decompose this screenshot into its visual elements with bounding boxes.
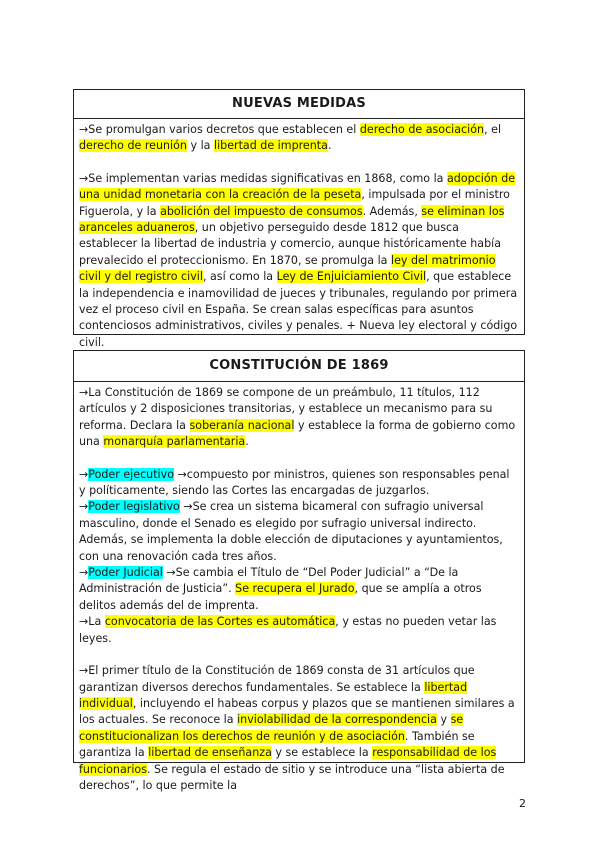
- para-legislative: [79, 499, 518, 565]
- text-run: →Se implementan varias medidas significativas en 1868, como la: [79, 171, 447, 185]
- text-run: , un objetivo perseguido desde 1812 que busca establecer la libertad de industria y comercio, aunque históricamente había prevalecido el proteccionismo. En 1870, se promulga la: [79, 221, 502, 267]
- para-judicial: [79, 565, 518, 614]
- paragraph-gap: [79, 451, 518, 467]
- highlighted-term: libertad individual: [79, 680, 468, 710]
- text-run: , que se amplía a otros delitos además del de imprenta.: [79, 582, 482, 612]
- para-measures-1868: [79, 171, 518, 351]
- text-run: →La Constitución de 1869 se compone de un preámbulo, 11 títulos, 112 artículos y 2 disposiciones transitorias, y establece un mecanismo para su reforma. Declara la: [79, 386, 493, 432]
- para-cortes: [79, 614, 518, 647]
- highlighted-term: abolición del impuesto de consumos: [160, 204, 363, 218]
- text-run: →El primer título de la Constitución de 1869 consta de 31 artículos que garantizan diversos derechos fundamentales. Se establece la: [79, 664, 475, 694]
- text-run: →Se cambia el Título de “Del Poder Judicial” a “De la Administración de Justicia”.: [79, 566, 459, 596]
- highlighted-term: Ley de Enjuiciamiento Civil: [276, 270, 427, 284]
- page-number: 2: [519, 797, 526, 810]
- highlighted-term: derecho de asociación: [359, 123, 485, 136]
- section-title: [74, 90, 524, 119]
- text-run: . Se regula el estado de sitio y se introduce una “lista abierta de derechos”, lo que permite la: [79, 762, 505, 792]
- section-title-text: CONSTITUCIÓN DE 1869: [209, 358, 389, 373]
- text-run: , incluyendo el habeas corpus y plazos que se mantienen similares a los actuales. Se reconoce la: [79, 696, 515, 727]
- section-title: [74, 351, 524, 382]
- text-run: →La: [79, 615, 105, 629]
- text-run: .: [327, 139, 332, 153]
- highlighted-term: monarquía parlamentaria: [103, 435, 246, 449]
- text-run: , impulsada por el ministro Figuerola, y la: [79, 188, 510, 218]
- highlighted-term: libertad de imprenta: [213, 139, 328, 153]
- text-run: y se establece la: [271, 746, 373, 760]
- highlighted-term: se constitucionalizan los derechos de reunión y de asociación: [79, 713, 464, 743]
- power-label: Poder ejecutivo: [88, 467, 174, 481]
- text-run: y la: [186, 139, 214, 153]
- highlighted-term: soberanía nacional: [189, 418, 295, 432]
- text-run: .: [245, 435, 249, 449]
- text-run: y establece la forma de gobierno como una: [79, 418, 516, 449]
- text-run: , que establece la independencia e inamovilidad de jueces y tribunales, regulando por primera vez el proceso civil en España. Se crean salas específicas para asuntos contenciosos administrativos, civiles y penales. + Nueva ley electoral y código civil.: [79, 270, 518, 349]
- para-rights: [79, 663, 518, 794]
- highlighted-term: se eliminan los aranceles aduaneros: [79, 204, 505, 235]
- highlighted-term: derecho de reunión: [79, 139, 187, 153]
- text-run: , así como la: [202, 270, 277, 284]
- power-label: Poder Judicial: [88, 566, 163, 580]
- section-nuevas-medidas: [73, 89, 525, 349]
- section-title-text: NUEVAS MEDIDAS: [232, 96, 366, 111]
- text-run: , y estas no pueden vetar las leyes.: [79, 615, 497, 645]
- highlighted-term: libertad de enseñanza: [148, 746, 272, 760]
- highlighted-term: Se recupera el Jurado: [235, 582, 355, 596]
- text-run: , el: [484, 123, 502, 136]
- section-body: [74, 119, 524, 351]
- highlighted-term: ley del matrimonio civil y del registro civil: [79, 253, 496, 284]
- highlighted-term: responsabilidad de los funcionarios: [79, 746, 497, 776]
- text-run: . Además,: [362, 204, 422, 218]
- paragraph-gap: [79, 647, 518, 663]
- text-run: . También se garantiza la: [79, 729, 475, 760]
- text-run: →: [79, 566, 89, 580]
- text-run: →compuesto por ministros, quienes son responsables penal y políticamente, siendo las Cortes las encargadas de juzgarlos.: [79, 467, 510, 498]
- para-structure: [79, 385, 518, 451]
- section-constitucion-1869: [73, 350, 525, 792]
- paragraph-gap: [79, 155, 518, 171]
- para-executive: [79, 467, 518, 500]
- highlighted-term: inviolabilidad de la correspondencia: [237, 713, 437, 727]
- text-run: →Se crea un sistema bicameral con sufragio universal masculino, donde el Senado es elegido por sufragio universal indirecto. Además, se implementa la doble elección de diputaciones y ayuntamientos, con una renovación cada tres años.: [79, 500, 503, 563]
- highlighted-term: convocatoria de las Cortes es automática: [104, 615, 336, 629]
- text-run: →Se promulgan varios decretos que establecen el: [79, 123, 360, 136]
- text-run: y: [436, 713, 451, 727]
- text-run: →: [79, 467, 89, 481]
- section-body: [74, 382, 524, 794]
- power-label: Poder legislativo: [88, 500, 180, 514]
- text-run: →: [79, 500, 89, 514]
- highlighted-term: adopción de una unidad monetaria con la creación de la peseta: [79, 171, 516, 202]
- para-decrees: [79, 122, 518, 155]
